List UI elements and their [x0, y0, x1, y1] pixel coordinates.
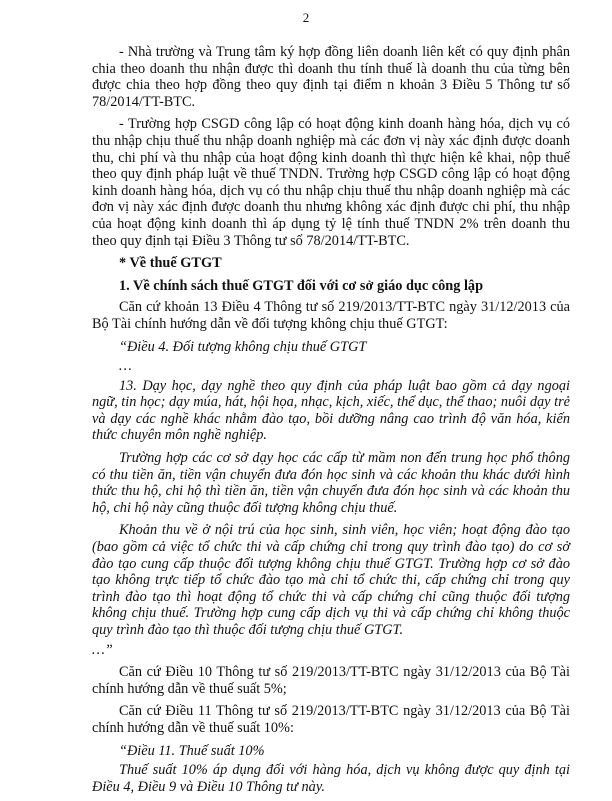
page-number: 2 — [302, 10, 310, 25]
quote-ellipsis: … — [119, 358, 132, 375]
paragraph-legal-basis-article-11: Căn cứ Điều 11 Thông tư số 219/2013/TT-BTC ngày 31/12/2013 của Bộ Tài chính hướng dẫn về thuế suất 10%: — [92, 703, 570, 736]
quote-boarding-training: Khoản thu về ở nội trú của học sinh, sinh viên, học viên; hoạt động đào tạo (bao gồm cả việc tổ chức thi và cấp chứng chỉ trong quy trình đào tạo) do cơ sở đào tạo cung cấp thuộc đối tượng không chịu thuế GTGT. Trường hợp cơ sở đào tạo không trực tiếp tổ chức đào tạo mà chỉ tổ chức thi, cấp chứng chỉ trong quy trình đào tạo thì hoạt động tổ chức thi và cấp chứng chỉ cũng thuộc đối tượng không chịu thuế. Trường hợp cung cấp dịch vụ thi và cấp chứng chỉ không thuộc quy trình đào tạo thì thuộc đối tượng chịu thuế GTGT. — [92, 522, 570, 638]
document-body — [92, 44, 570, 801]
quote-clause-13: 13. Dạy học, dạy nghề theo quy định của pháp luật bao gồm cả dạy ngoại ngữ, tin học; dạy múa, hát, hội họa, nhạc, kịch, xiếc, thể dục, thể thao; nuôi dạy trẻ và dạy các nghề khác nhằm đào tạo, bồi dưỡng nâng cao trình độ văn hóa, kiến thức chuyên môn nghề nghiệp. — [92, 377, 570, 444]
quote-article-11-title: “Điều 11. Thuế suất 10% — [119, 742, 265, 759]
paragraph-joint-venture: - Nhà trường và Trung tâm ký hợp đồng liên doanh liên kết có quy định phân chia theo doanh thu nhận được thì doanh thu tính thuế là doanh thu của từng bên được chia theo hợp đồng theo quy định tại điểm n khoản 3 Điều 5 Thông tư số 78/2014/TT-BTC. — [92, 44, 570, 110]
subsection-heading-vat-policy: 1. Về chính sách thuế GTGT đối với cơ sở giáo dục công lập — [119, 277, 484, 294]
section-heading-vat: * Về thuế GTGT — [119, 255, 222, 272]
quote-end-ellipsis: …” — [92, 641, 113, 658]
paragraph-legal-basis-article-4: Căn cứ khoản 13 Điều 4 Thông tư số 219/2013/TT-BTC ngày 31/12/2013 của Bộ Tài chính hướng dẫn về đối tượng không chịu thuế GTGT: — [92, 299, 570, 332]
quote-article-4-title: “Điều 4. Đối tượng không chịu thuế GTGT — [119, 338, 367, 355]
quote-article-11-rate: Thuế suất 10% áp dụng đối với hàng hóa, dịch vụ không được quy định tại Điều 4, Điều 9 và Điều 10 Thông tư này. — [92, 762, 570, 795]
paragraph-legal-basis-article-10: Căn cứ Điều 10 Thông tư số 219/2013/TT-BTC ngày 31/12/2013 của Bộ Tài chính hướng dẫn về thuế suất 5%; — [92, 664, 570, 697]
quote-school-meals-transport: Trường hợp các cơ sở dạy học các cấp từ mầm non đến trung học phổ thông có thu tiền ăn, tiền vận chuyển đưa đón học sinh và các khoản thu khác dưới hình thức thu hộ, chi hộ thì tiền ăn, tiền vận chuyển đưa đón học sinh và các khoản thu hộ, chi hộ này cũng thuộc đối tượng không chịu thuế. — [92, 450, 570, 516]
paragraph-public-institution-cit: - Trường hợp CSGD công lập có hoạt động kinh doanh hàng hóa, dịch vụ có thu nhập chịu thuế thu nhập doanh nghiệp mà các đơn vị này xác định được doanh thu, chi phí và thu nhập của hoạt động kinh doanh thì thực hiện kê khai, nộp thuế theo quy định pháp luật về thuế TNDN. Trường hợp CSGD công lập có hoạt động kinh doanh hàng hóa, dịch vụ có thu nhập chịu thuế thu nhập doanh nghiệp mà các đơn vị này xác định được doanh thu nhưng không xác định được chi phí, thu nhập của hoạt động kinh doanh thì áp dụng tỷ lệ tính thuế TNDN 2% trên doanh thu theo quy định tại Điều 3 Thông tư số 78/2014/TT-BTC. — [92, 116, 570, 249]
